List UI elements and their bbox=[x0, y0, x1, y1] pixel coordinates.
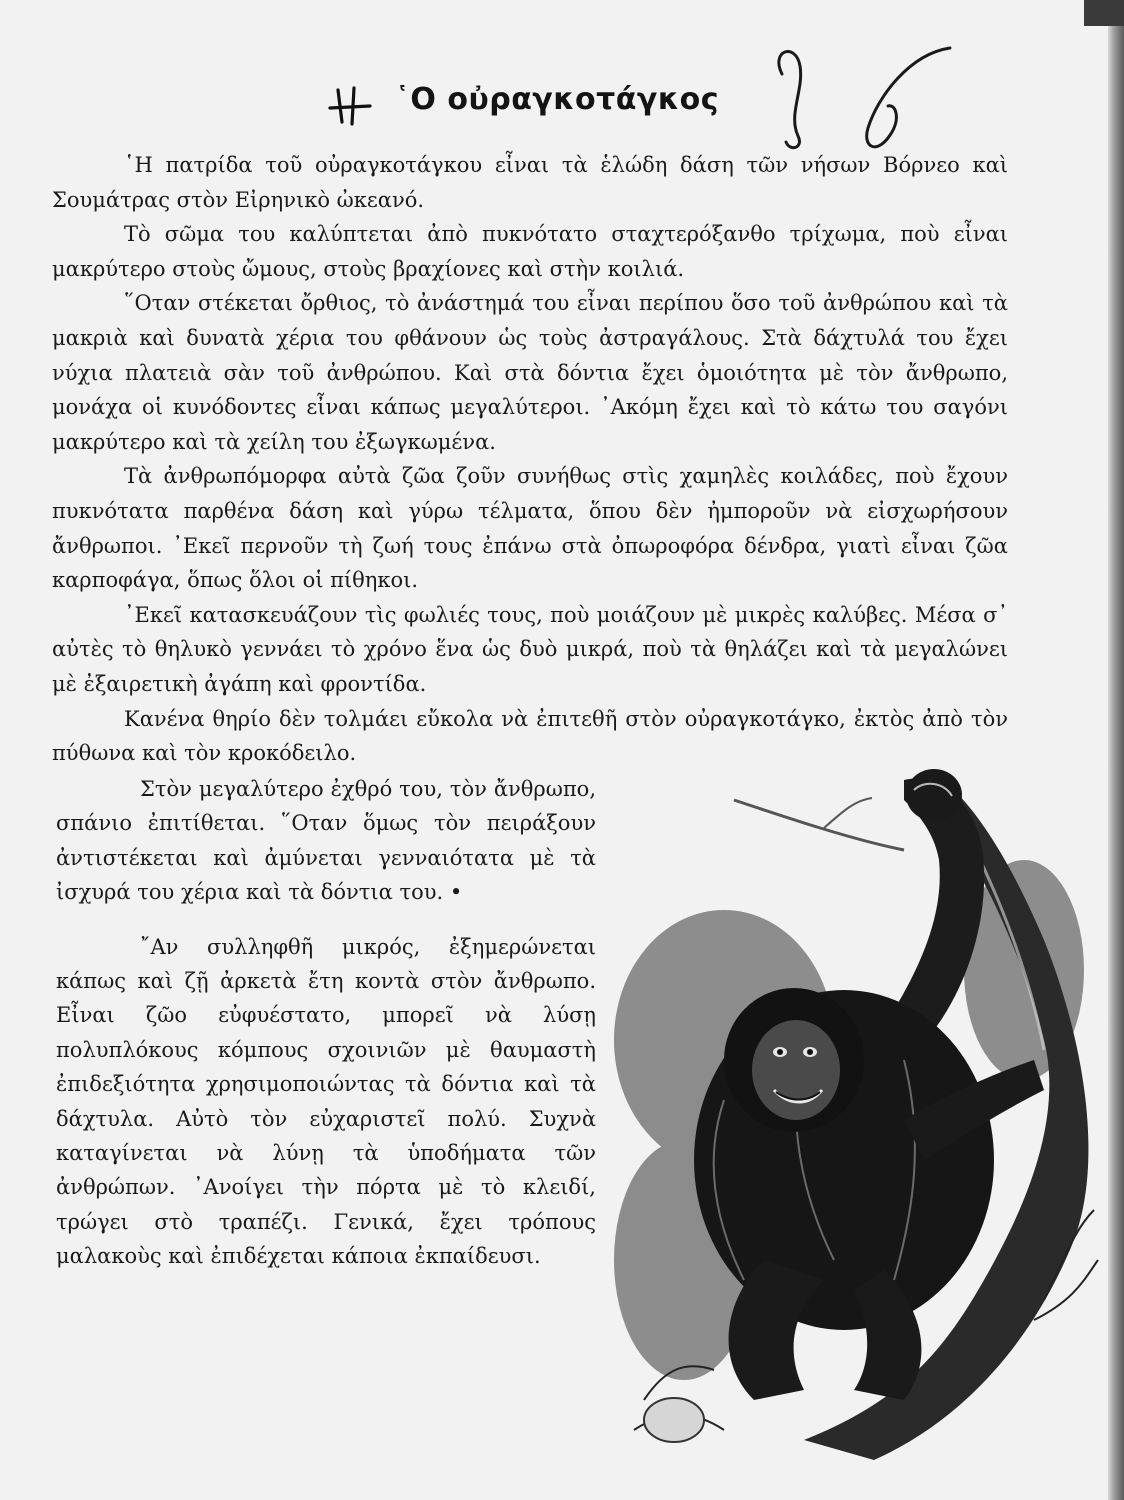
article-side-column bbox=[56, 772, 596, 1274]
page-title: ῾Ο οὐραγκοτάγκος bbox=[394, 82, 720, 117]
paragraph-fur: Τὸ σῶμα του καλύπτεται ἀπὸ πυκνότατο σταχτερόξανθο τρίχωμα, ποὺ εἶναι μακρύτερο στοὺς ὤμους, στοὺς βραχίονες καὶ στὴν κοιλιά. bbox=[52, 222, 1008, 281]
paragraph-anatomy: ῞Οταν στέκεται ὄρθιος, τὸ ἀνάστημά του εἶναι περίπου ὅσο τοῦ ἀνθρώπου καὶ τὰ μακριὰ καὶ δυνατὰ χέρια του φθάνουν ὡς τοὺς ἀστραγάλους. Στὰ δάχτυλά του ἔχει νύχια πλατειὰ σὰν τοῦ ἀνθρώπου. Καὶ στὰ δόντια ἔχει ὁμοιότητα μὲ τὸν ἄνθρωπο, μονάχα οἱ κυνόδοντες εἶναι κάπως μεγαλύτεροι. ᾿Ακόμη ἔχει καὶ τὸ κάτω του σαγόνι μακρύτερο καὶ τὰ χείλη του ἐξωγκωμένα. bbox=[52, 291, 1008, 454]
paragraph-habitat: Τὰ ἀνθρωπόμορφα αὐτὰ ζῶα ζοῦν συνήθως στὶς χαμηλὲς κοιλάδες, ποὺ ἔχουν πυκνότατα παρθένα δάση καὶ γύρω τέλματα, ὅπου δὲν ἠμποροῦν νὰ εἰσχωρήσουν ἄνθρωποι. ᾿Εκεῖ περνοῦν τὴ ζωή τους ἐπάνω στὰ ὀπωροφόρα δένδρα, γιατὶ εἶναι ζῶα καρποφάγα, ὅπως ὅλοι οἱ πίθηκοι. bbox=[52, 464, 1008, 593]
page-corner-shadow bbox=[1084, 0, 1124, 26]
article-body bbox=[52, 148, 1008, 771]
paragraph-nests: ᾿Εκεῖ κατασκευάζουν τὶς φωλιές τους, ποὺ μοιάζουν μὲ μικρὲς καλύβες. Μέσα σ᾿ αὐτὲς τὸ θηλυκὸ γεννάει τὸ χρόνο ἕνα ὡς δυὸ μικρά, ποὺ τὰ θηλάζει καὶ τὰ μεγαλώνει μὲ ἐξαιρετικὴ ἀγάπη καὶ φροντίδα. bbox=[52, 602, 1008, 696]
paragraph-enemy: Στὸν μεγαλύτερο ἐχθρό του, τὸν ἄνθρωπο, σπάνιο ἐπιτίθεται. ῞Οταν ὅμως τὸν πειράξουν ἀντιστέκεται καὶ ἀμύνεται γενναιότατα μὲ τὰ ἰσχυρά του χέρια καὶ τὰ δόντια του. • bbox=[56, 777, 596, 905]
paragraph-homeland: ῾Η πατρίδα τοῦ οὐραγκοτάγκου εἶναι τὰ ἑλώδη δάση τῶν νήσων Βόρνεο καὶ Σουμάτρας στὸν Εἰρηνικὸ ὠκεανό. bbox=[52, 153, 1008, 212]
book-page-edge bbox=[1108, 0, 1124, 1500]
paragraph-predators: Κανένα θηρίο δὲν τολμάει εὔκολα νὰ ἐπιτεθῆ στὸν οὐραγκοτάγκο, ἐκτὸς ἀπὸ τὸν πύθωνα καὶ τὸν κροκόδειλο. bbox=[52, 706, 1008, 766]
handwritten-scribble-icon bbox=[760, 44, 960, 164]
orangutan-illustration-icon bbox=[604, 740, 1100, 1460]
paragraph-captivity: ῎Αν συλληφθῆ μικρός, ἐξημερώνεται κάπως καὶ ζῇ ἀρκετὰ ἔτη κοντὰ στὸν ἄνθρωπο. Εἶναι ζῶο εὐφυέστατο, μπορεῖ νὰ λύσῃ πολυπλόκους κόμπους σχοινιῶν μὲ θαυμαστὴ ἐπιδεξιότητα χρησιμοποιώντας τὰ δόντια καὶ τὰ δάχτυλα. Αὐτὸ τὸν εὐχαριστεῖ πολύ. Συχνὰ καταγίνεται νὰ λύνῃ τὰ ὑποδήματα τῶν ἀνθρώπων. ᾿Ανοίγει τὴν πόρτα μὲ τὸ κλειδί, τρώγει στὸ τραπέζι. Γενικά, ἔχει τρόπους μαλακοὺς καὶ ἐπιδέχεται κάποια ἐκπαίδευσι. bbox=[56, 934, 596, 1269]
